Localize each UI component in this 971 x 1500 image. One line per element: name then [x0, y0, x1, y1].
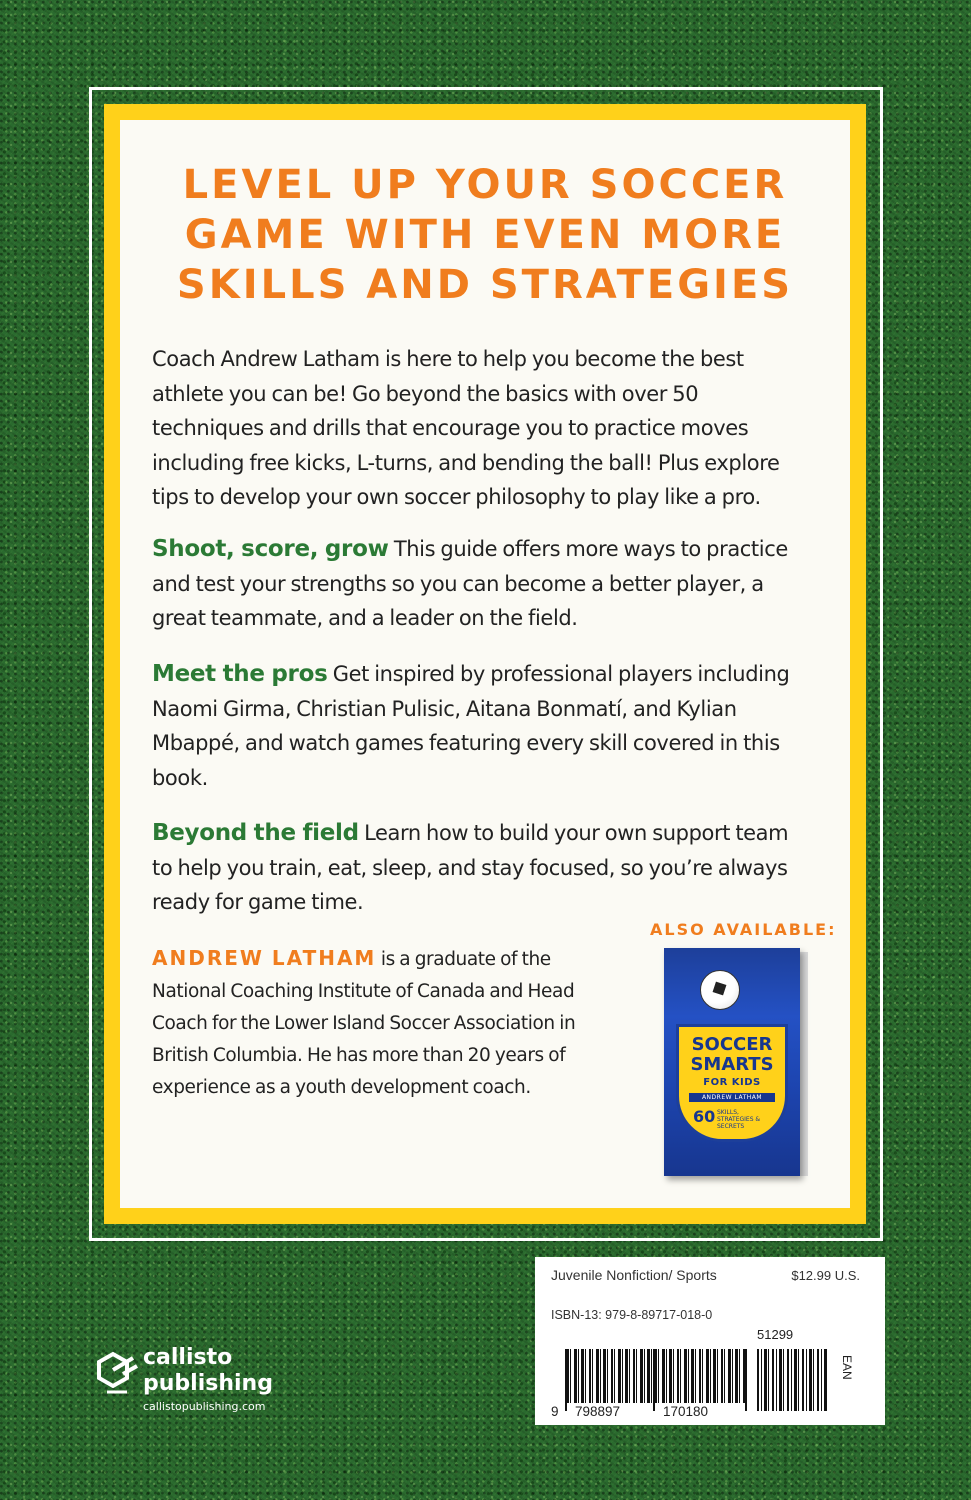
- section-text: Get inspired by professional players including Naomi Girma, Christian Pulisic, Aitana Bonmatí, and Kylian Mbappé, and watch games featuring every skill covered in this book.: [152, 662, 790, 790]
- section-meet-the-pros: [152, 657, 812, 795]
- also-available-label: ALSO AVAILABLE:: [650, 920, 837, 939]
- book-count: 60: [693, 1107, 716, 1126]
- barcode-digits-left: 798897: [575, 1404, 621, 1419]
- ean-barcode-bars: [567, 1349, 745, 1403]
- author-name: ANDREW LATHAM: [152, 946, 377, 970]
- section-text: This guide offers more ways to practice and test your strengths so you can become a better player, a great teammate, and a leader on the field.: [152, 537, 788, 630]
- barcode-guard-right: [745, 1349, 747, 1411]
- headline: [120, 160, 850, 310]
- barcode-box: [535, 1257, 885, 1425]
- publisher-name-line-1: callisto: [143, 1345, 233, 1370]
- publisher-url: callistopublishing.com: [143, 1400, 266, 1413]
- section-text: Learn how to build your own support team to help you train, eat, sleep, and stay focused, so you’re always ready for game time.: [152, 821, 789, 914]
- back-cover-panel: [120, 120, 850, 1208]
- book-title-line-1: SOCCER: [691, 1034, 773, 1055]
- addon-barcode-bars: [757, 1349, 827, 1411]
- book-author: ANDREW LATHAM: [689, 1093, 775, 1102]
- headline-line-2: GAME WITH EVEN MORE: [184, 212, 786, 258]
- headline-line-1: LEVEL UP YOUR SOCCER: [182, 162, 788, 208]
- book-cover: [664, 948, 800, 1176]
- book-price: $12.99 U.S.: [791, 1268, 860, 1283]
- book-title-line-2: SMARTS: [690, 1054, 774, 1075]
- book-category: Juvenile Nonfiction/ Sports: [551, 1267, 717, 1283]
- book-title: [679, 1035, 785, 1075]
- section-shoot-score-grow: [152, 532, 812, 636]
- price-addon-code: 51299: [757, 1327, 794, 1342]
- barcode-digits-right: 170180: [663, 1404, 709, 1419]
- author-bio: [152, 942, 622, 1104]
- also-available-book-cover: [664, 948, 800, 1176]
- book-tagline: SKILLS, STRATEGIES & SECRETS: [717, 1109, 761, 1130]
- book-subtitle: FOR KIDS: [703, 1077, 761, 1088]
- author-bio-text: is a graduate of the National Coaching Institute of Canada and Head Coach for the Lower Island Soccer Association in British Columbia. He has more than 20 years of experience as a youth development coach.: [152, 949, 576, 1098]
- ean-label: EAN: [840, 1355, 854, 1380]
- callisto-logo-icon: [93, 1348, 139, 1396]
- section-lead: Meet the pros: [152, 661, 328, 687]
- publisher-name: [143, 1345, 273, 1397]
- section-lead: Beyond the field: [152, 820, 359, 846]
- barcode-digit-lead: 9: [551, 1404, 559, 1419]
- intro-paragraph: Coach Andrew Latham is here to help you become the best athlete you can be! Go beyond the basics with over 50 techniques and drills that encourage you to practice moves including free kicks, L-turns, and bending the ball! Plus explore tips to develop your own soccer philosophy to play like a pro.: [152, 347, 780, 509]
- book-spine: [799, 952, 808, 1176]
- publisher-logo: [93, 1345, 323, 1415]
- headline-line-3: SKILLS AND STRATEGIES: [176, 262, 794, 308]
- book-title-badge: [676, 1024, 788, 1142]
- isbn-label: ISBN-13: 979-8-89717-018-0: [551, 1308, 713, 1322]
- soccer-ball-icon: [700, 970, 740, 1010]
- barcode-guard-center: [653, 1349, 655, 1411]
- section-beyond-the-field: [152, 816, 812, 920]
- section-lead: Shoot, score, grow: [152, 536, 389, 562]
- publisher-name-line-2: publishing: [143, 1371, 273, 1396]
